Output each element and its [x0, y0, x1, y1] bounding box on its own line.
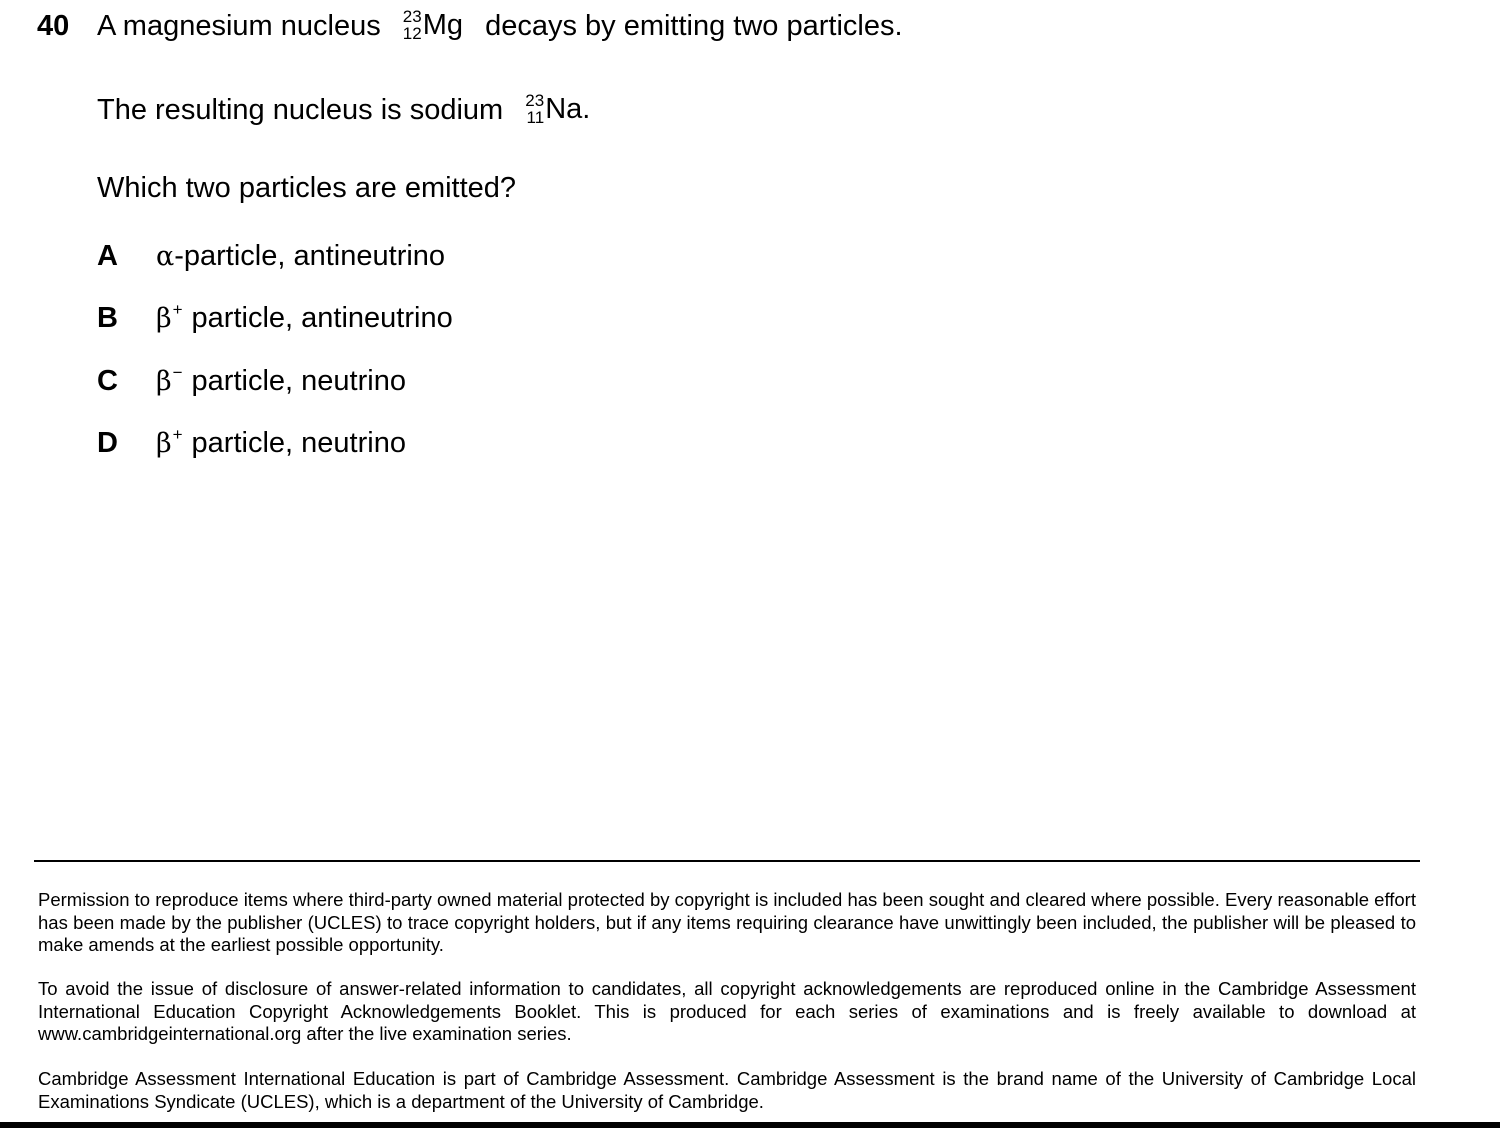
sodium-mass-number: 23 — [525, 91, 545, 111]
magnesium-numbers — [403, 8, 422, 42]
sodium-numbers — [525, 92, 544, 126]
sodium-nuclide — [525, 91, 590, 127]
option-text: particle, neutrino — [191, 427, 406, 459]
charge-superscript: + — [172, 300, 183, 319]
beta-symbol: β — [156, 303, 172, 334]
option-letter: B — [97, 302, 118, 334]
question-prompt: Which two particles are emitted? — [97, 172, 517, 204]
option-text: -particle, antineutrino — [174, 240, 446, 272]
magnesium-symbol: Mg — [422, 9, 463, 42]
sodium-atomic-number: 11 — [526, 108, 545, 128]
result-statement — [97, 92, 590, 129]
option-letter: A — [97, 240, 118, 272]
footer-disclosure: To avoid the issue of disclosure of answer-related information to candidates, all copyright acknowledgements are reproduced online in the Cambridge Assessment International Education Copyright Acknowledgements Booklet. This is produced for each series of examinations and is freely available to download at www.cambridgeinternational.org after the live examination series. — [38, 978, 1416, 1044]
option-a[interactable] — [97, 238, 445, 275]
beta-symbol: β — [156, 366, 172, 397]
stem-text-before: A magnesium nucleus — [97, 10, 381, 42]
footer-permission: Permission to reproduce items where third-party owned material protected by copyright is included has been sought and cleared where possible. Every reasonable effort has been made by the publisher (UCLES) to trace copyright holders, but if any items requiring clearance have unwittingly been included, the publisher will be pleased to make amends at the earliest possible opportunity. — [38, 889, 1416, 955]
result-text: The resulting nucleus is sodium — [97, 94, 504, 126]
option-letter: C — [97, 365, 118, 397]
footer-about: Cambridge Assessment International Education is part of Cambridge Assessment. Cambridge Assessment is the brand name of the University of Cambridge Local Examinations Syndicate (UCLES), which is a department of the University of Cambridge. — [38, 1068, 1416, 1112]
question-stem — [97, 8, 903, 45]
option-d[interactable] — [97, 425, 406, 462]
option-text: particle, neutrino — [191, 365, 406, 397]
sodium-symbol: Na. — [545, 93, 591, 126]
option-text: particle, antineutrino — [191, 302, 453, 334]
charge-superscript: − — [172, 363, 183, 382]
stem-text-after: decays by emitting two particles. — [485, 10, 903, 42]
alpha-symbol: α — [156, 241, 175, 272]
option-c[interactable] — [97, 363, 406, 400]
option-b[interactable] — [97, 300, 453, 337]
question-number: 40 — [37, 10, 70, 42]
charge-superscript: + — [172, 425, 183, 444]
magnesium-mass-number: 23 — [402, 7, 422, 27]
magnesium-nuclide — [403, 7, 463, 43]
beta-symbol: β — [156, 428, 172, 459]
magnesium-atomic-number: 12 — [402, 24, 422, 44]
footer-divider — [34, 860, 1420, 862]
page-bottom-edge — [0, 1122, 1500, 1128]
option-letter: D — [97, 427, 118, 459]
